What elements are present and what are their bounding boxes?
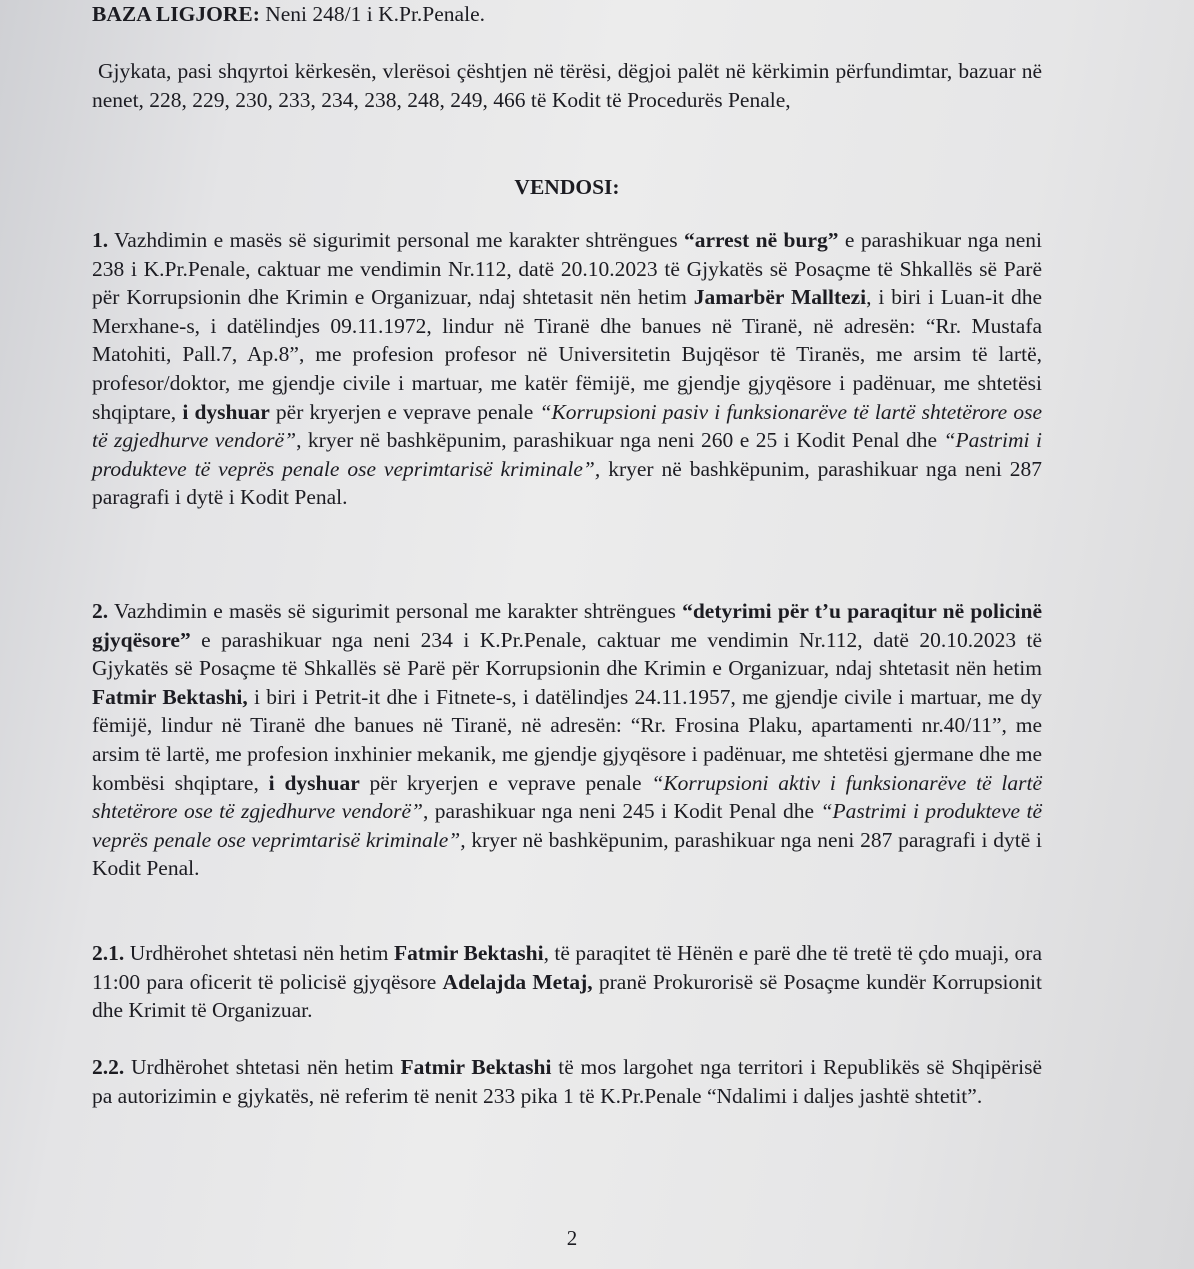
p1-italic-1: “Korrupsioni pasiv i funksionarëve të lartë shtetërore ose të zgjedhurve vendorë” bbox=[92, 399, 1043, 453]
p2-text-1: Vazhdimin e masës së sigurimit personal me karakter shtrëngues bbox=[108, 599, 683, 623]
p22-bold-1: Fatmir Bektashi bbox=[400, 1055, 552, 1079]
p1-number: 1. bbox=[92, 228, 109, 252]
p1-italic-2: “Pastrimi i produkteve të veprës penale ose veprimtarisë kriminale”, bbox=[92, 428, 1042, 481]
p22-text-1: Urdhërohet shtetasi nën hetim bbox=[124, 1055, 401, 1079]
p1-text-2: e parashikuar nga neni 238 i K.Pr.Penale, caktuar me vendimin Nr.112, datë 20.10.2023 të Gjykatës së Posaçme të Shkallës së Parë për Korrupsionin dhe Krimin e Organizuar, ndaj shtetasit nën hetim bbox=[92, 228, 1042, 310]
page-number: 2 bbox=[566, 1226, 578, 1250]
paragraph-2-2 bbox=[92, 1053, 1042, 1110]
p2-italic-2: “Pastrimi i produkteve të veprës penale ose veprimtarisë kriminale”, bbox=[92, 799, 1042, 852]
p2-number: 2. bbox=[92, 599, 109, 623]
p2-text-5: , parashikuar nga neni 245 i Kodit Penal dhe bbox=[422, 799, 821, 824]
decision-heading bbox=[92, 173, 1042, 202]
legal-basis bbox=[92, 0, 1042, 29]
p21-bold-1: Fatmir Bektashi bbox=[393, 941, 544, 965]
p1-text-4: për kryerjen e veprave penale bbox=[269, 399, 540, 424]
p1-bold-2: Jamarbër Malltezi bbox=[693, 285, 867, 310]
p1-text-6: kryer në bashkëpunim, parashikuar nga neni 287 paragrafi i dytë i Kodit Penal. bbox=[92, 456, 1043, 510]
p2-text-4: për kryerjen e veprave penale bbox=[359, 770, 652, 795]
legal-basis-text: Neni 248/1 i K.Pr.Penale. bbox=[259, 2, 485, 26]
intro-paragraph: Gjykata, pasi shqyrtoi kërkesën, vlerësoi çështjen në tërësi, dëgjoi palët në kërkimin përfundimtar, bazuar në nenet, 228, 229, 230, 233, 234, 238, 248, 249, 466 të Kodit të Procedurës Penale, bbox=[92, 59, 1042, 112]
p2-bold-3: i dyshuar bbox=[268, 770, 360, 795]
legal-basis-label: BAZA LIGJORE: bbox=[92, 2, 260, 26]
p1-text-3: , i biri i Luan-it dhe Merxhane-s, i datëlindjes 09.11.1972, lindur në Tiranë dhe banues në Tiranë, në adresën: “Rr. Mustafa Matohiti, Pall.7, Ap.8”, me profesion profesor në Universitetin Bujqësor të Tiranës, me arsim të lartë, profesor/doktor, me gjendje civile i martuar, me katër fëmijë, me gjendje gjyqësore i padënuar, me shtetësi shqiptare, bbox=[92, 285, 1042, 424]
p2-italic-1: “Korrupsioni aktiv i funksionarëve të lartë shtetërore ose të zgjedhurve vendorë” bbox=[92, 770, 1043, 824]
p2-text-2: e parashikuar nga neni 234 i K.Pr.Penale, caktuar me vendimin Nr.112, datë 20.10.2023 të Gjykatës së Posaçme të Shkallës së Parë për Korrupsionin dhe Krimin e Organizuar, ndaj shtetasit nën hetim bbox=[92, 627, 1042, 681]
decision-heading-text: VENDOSI: bbox=[514, 175, 620, 199]
paragraph-2 bbox=[92, 597, 1042, 883]
paragraph-2-1 bbox=[92, 939, 1042, 1025]
p1-bold-1: “arrest në burg” bbox=[683, 228, 839, 252]
p21-text-2: , të paraqitet të Hënën e parë dhe të tretë të çdo muaji, ora 11:00 para oficerit të policisë gjyqësore bbox=[92, 941, 1042, 994]
p2-text-6: kryer në bashkëpunim, parashikuar nga neni 287 paragrafi i dytë i Kodit Penal. bbox=[92, 827, 1042, 881]
p1-text-5: , kryer në bashkëpunim, parashikuar nga neni 260 e 25 i Kodit Penal dhe bbox=[296, 428, 944, 453]
p2-text-3: i biri i Petrit-it dhe i Fitnete-s, i datëlindjes 24.11.1957, me gjendje civile i martuar, me dy fëmijë, lindur në Tiranë dhe banues në Tiranë, në adresën: “Rr. Frosina Plaku, apartamenti nr.40/11”, me arsim të lartë, me profesion inxhinier mekanik, me gjendje gjyqësore i padënuar, me shtetësi gjermane dhe me kombësi shqiptare, bbox=[92, 684, 1042, 795]
p21-text-1: Urdhërohet shtetasi nën hetim bbox=[124, 941, 394, 965]
p1-bold-3: i dyshuar bbox=[182, 399, 270, 424]
p21-number: 2.1. bbox=[92, 941, 125, 965]
p2-bold-1: “detyrimi për t’u paraqitur në policinë gjyqësore” bbox=[92, 599, 1042, 652]
p1-text-1: Vazhdimin e masës së sigurimit personal me karakter shtrëngues bbox=[108, 228, 684, 252]
p22-text-2: të mos largohet nga territori i Republikës së Shqipërisë pa autorizimin e gjykatës, në referim të nenit 233 pika 1 të K.Pr.Penale “Ndalimi i daljes jashtë shtetit”. bbox=[92, 1055, 1042, 1108]
p22-number: 2.2. bbox=[92, 1055, 125, 1079]
p21-text-3: pranë Prokurorisë së Posaçme kundër Korrupsionit dhe Krimit të Organizuar. bbox=[92, 969, 1042, 1023]
p21-bold-2: Adelajda Metaj, bbox=[442, 969, 593, 994]
paragraph-1 bbox=[92, 226, 1042, 512]
p2-bold-2: Fatmir Bektashi, bbox=[92, 684, 248, 709]
